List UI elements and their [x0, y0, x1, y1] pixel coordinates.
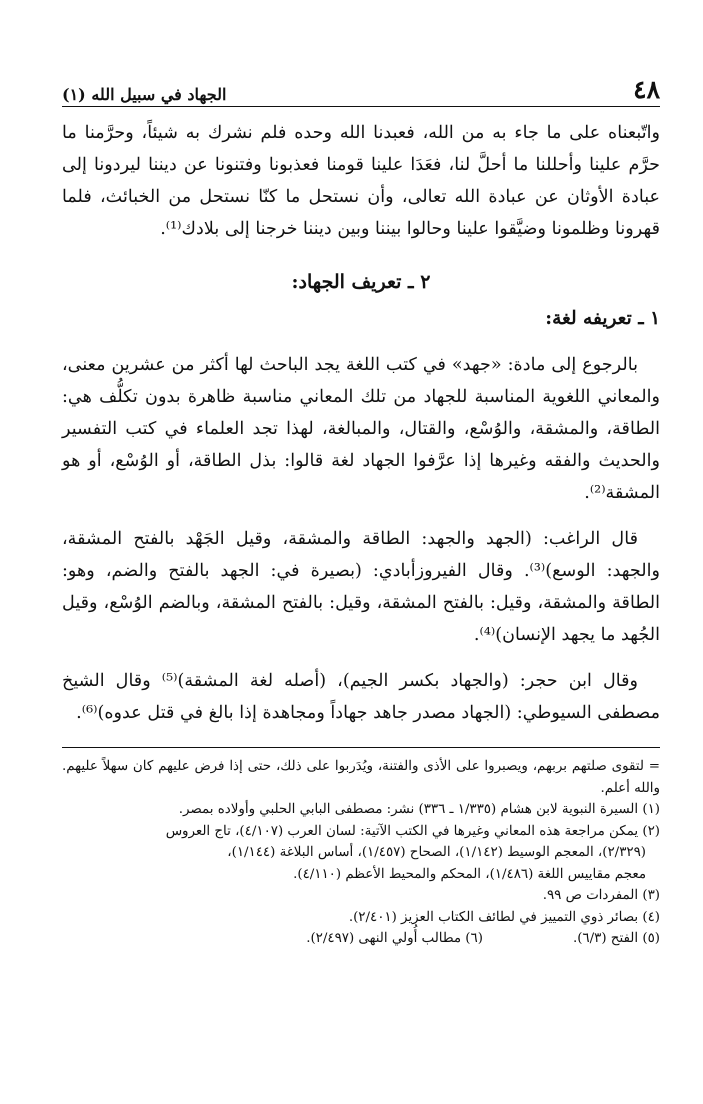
footnote-1: (١) السيرة النبوية لابن هشام (١/٣٣٥ ـ ٣٣٦) نشر: مصطفى البابي الحلبي وأولاده بمصر. [178, 802, 660, 817]
footnote-4: (٤) بصائر ذوي التمييز في لطائف الكتاب العزيز (٢/٤٠١). [348, 909, 660, 925]
section-heading: ٢ ـ تعريف الجهاد: [291, 271, 431, 293]
footnote-divider [62, 747, 660, 748]
paragraph-ibn-hajar: وقال ابن حجر: (والجهاد بكسر الجيم)، (أصله لغة المشقة)⁽⁵⁾ وقال الشيخ مصطفى السيوطي: (الجهاد مصدر جاهد جهاداً ومجاهدة إذا بالغ في قتل عدوه)⁽⁶⁾. [62, 671, 660, 723]
sub-heading: ١ ـ تعريفه لغة: [545, 308, 660, 329]
paragraph-lexical: بالرجوع إلى مادة: «جهد» في كتب اللغة يجد الباحث لها أكثر من عشرين معنى، والمعاني اللغوية المناسبة للجهاد من تلك المعاني مناسبة ظاهرة بدون تكلُّف هي: الطاقة، والمشقة، والوُسْع، والقتال، والمبالغة، لهذا تجد العلماء في كتب التفسير والحديث والفقه وغيرها إذا عرَّفوا الجهاد لغة قالوا: بذل الطاقة، أو الوُسْع، أو هو المشقة⁽²⁾. [62, 355, 660, 503]
page-number: ٤٨ [633, 75, 660, 104]
footnote-row-5-6 [62, 928, 660, 950]
footnote-2-line-1: (٢) يمكن مراجعة هذه المعاني وغيرها في الكتب الآتية: لسان العرب (٤/١٠٧)، تاج العروس [165, 823, 660, 839]
footnote-3: (٣) المفردات ص ٩٩. [542, 888, 660, 903]
paragraph-raghib: قال الراغب: (الجهد والجهد: الطاقة والمشقة، وقيل الجَهْد بالفتح المشقة، والجهد: الوسع)⁽³⁾. وقال الفيروزأبادي: (بصيرة في: الجهد بالفتح والضم، وهو: الطاقة والمشقة، وقيل: بالفتح المشقة، وقيل: بالفتح المشقة، وبالضم الوُسْع، وقيل الجُهد ما يجهد الإنسان)⁽⁴⁾. [62, 529, 660, 645]
footnote-2-line-3: معجم مقاييس اللغة (١/٤٨٦)، المحكم والمحيط الأعظم (٤/١١٠). [293, 866, 646, 882]
running-title: الجهاد في سبيل الله (١) [62, 85, 227, 104]
footnotes [62, 756, 660, 950]
intro-paragraph: واتّبعناه على ما جاء به من الله، فعبدنا الله وحده فلم نشرك به شيئاً، وحرَّمنا ما حرَّم علينا وأحللنا ما أحلَّ لنا، فعَدَا علينا قومنا فعذبونا وفتنونا عن ديننا ليردونا إلى عبادة الأوثان عن عبادة الله تعالى، وأن نستحل ما كنّا نستحل من الخبائث، فلما قهرونا وظلمونا وضيَّقوا علينا وحالوا بيننا وبين ديننا خرجنا إلى بلادك⁽¹⁾. [62, 123, 660, 239]
footnote-5: (٥) الفتح (٦/٣). [572, 931, 660, 946]
footnote-2-line-2: (٢/٣٢٩)، المعجم الوسيط (١/١٤٢)، الصحاح (١/٤٥٧)، أساس البلاغة (١/١٤٤)، [227, 845, 646, 860]
page-header [62, 74, 660, 107]
footnote-6: (٦) مطالب أُولي النهى (٢/٤٩٧). [306, 931, 483, 946]
footnote-continued: = لتقوى صلتهم بربهم، ويصبروا على الأذى والفتنة، ويُدَربوا على ذلك، حتى إذا فرض عليهم كان سهلاً عليهم. والله أعلم. [62, 759, 660, 796]
main-text [62, 117, 660, 729]
book-page [62, 74, 660, 950]
